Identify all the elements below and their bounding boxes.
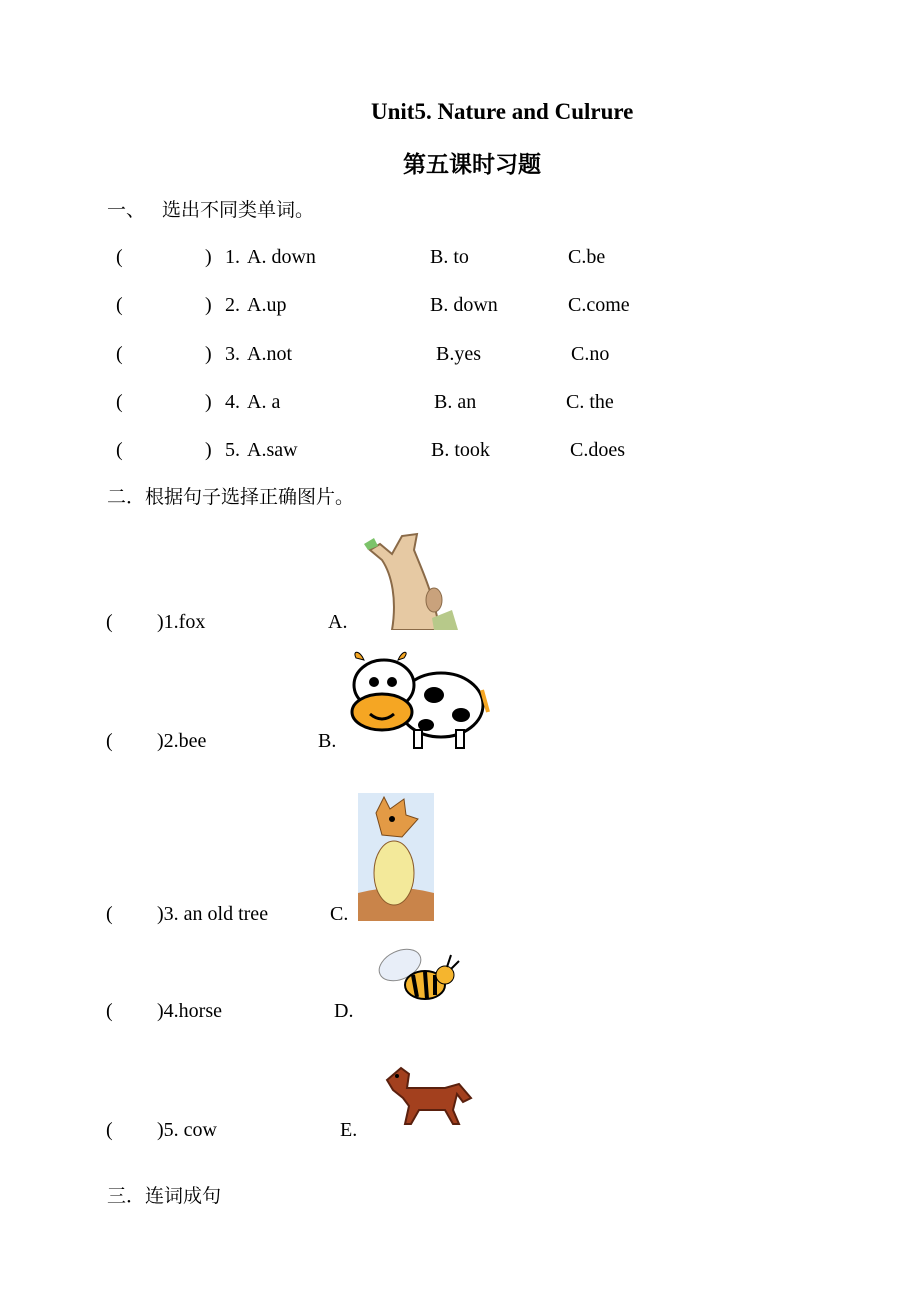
option-a: A.up [247,294,287,316]
fox-image [358,793,434,921]
page-subtitle: 第五课时习题 [403,151,541,178]
answer-blank-open[interactable]: ( [106,1119,113,1141]
question-number: 5. [225,439,240,461]
option-c: C.be [568,246,606,268]
answer-blank-open[interactable]: ( [116,343,123,365]
match-word: )5. cow [157,1119,217,1141]
answer-blank-close: ) [205,294,212,316]
old-tree-image [362,530,462,630]
answer-blank-open[interactable]: ( [116,439,123,461]
horse-image [367,1058,481,1136]
section2-heading: 二．根据句子选择正确图片。 [107,486,355,508]
page-title: Unit5. Nature and Culrure [371,99,634,124]
answer-blank-close: ) [205,439,212,461]
picture-letter: A. [328,611,348,633]
match-word: )2.bee [157,730,207,752]
option-a: A.not [247,343,292,365]
bee-image [365,937,482,1017]
question-number: 1. [225,246,240,268]
answer-blank-close: ) [205,391,212,413]
picture-letter: B. [318,730,337,752]
answer-blank-close: ) [205,343,212,365]
option-c: C.no [571,343,610,365]
option-b: B. down [430,294,498,316]
option-c: C.does [570,439,625,461]
picture-letter: C. [330,903,349,925]
option-b: B. an [434,391,477,413]
section1-number: 一、 [107,199,146,221]
answer-blank-open[interactable]: ( [116,391,123,413]
picture-letter: D. [334,1000,354,1022]
answer-blank-open[interactable]: ( [106,730,113,752]
match-word: )1.fox [157,611,206,633]
option-a: A.saw [247,439,298,461]
section1-heading: 选出不同类单词。 [162,199,315,221]
question-number: 2. [225,294,240,316]
answer-blank-open[interactable]: ( [106,1000,113,1022]
answer-blank-open[interactable]: ( [106,611,113,633]
match-word: )3. an old tree [157,903,269,925]
option-c: C.come [568,294,630,316]
option-a: A. a [247,391,281,413]
question-number: 3. [225,343,240,365]
option-c: C. the [566,391,614,413]
answer-blank-open[interactable]: ( [116,294,123,316]
option-a: A. down [247,246,316,268]
question-number: 4. [225,391,240,413]
section3-heading: 三．连词成句 [107,1185,222,1207]
answer-blank-open[interactable]: ( [106,903,113,925]
option-b: B. took [431,439,490,461]
option-b: B.yes [436,343,481,365]
option-b: B. to [430,246,469,268]
match-word: )4.horse [157,1000,222,1022]
picture-letter: E. [340,1119,358,1141]
answer-blank-open[interactable]: ( [116,246,123,268]
answer-blank-close: ) [205,246,212,268]
cow-image [346,650,490,750]
